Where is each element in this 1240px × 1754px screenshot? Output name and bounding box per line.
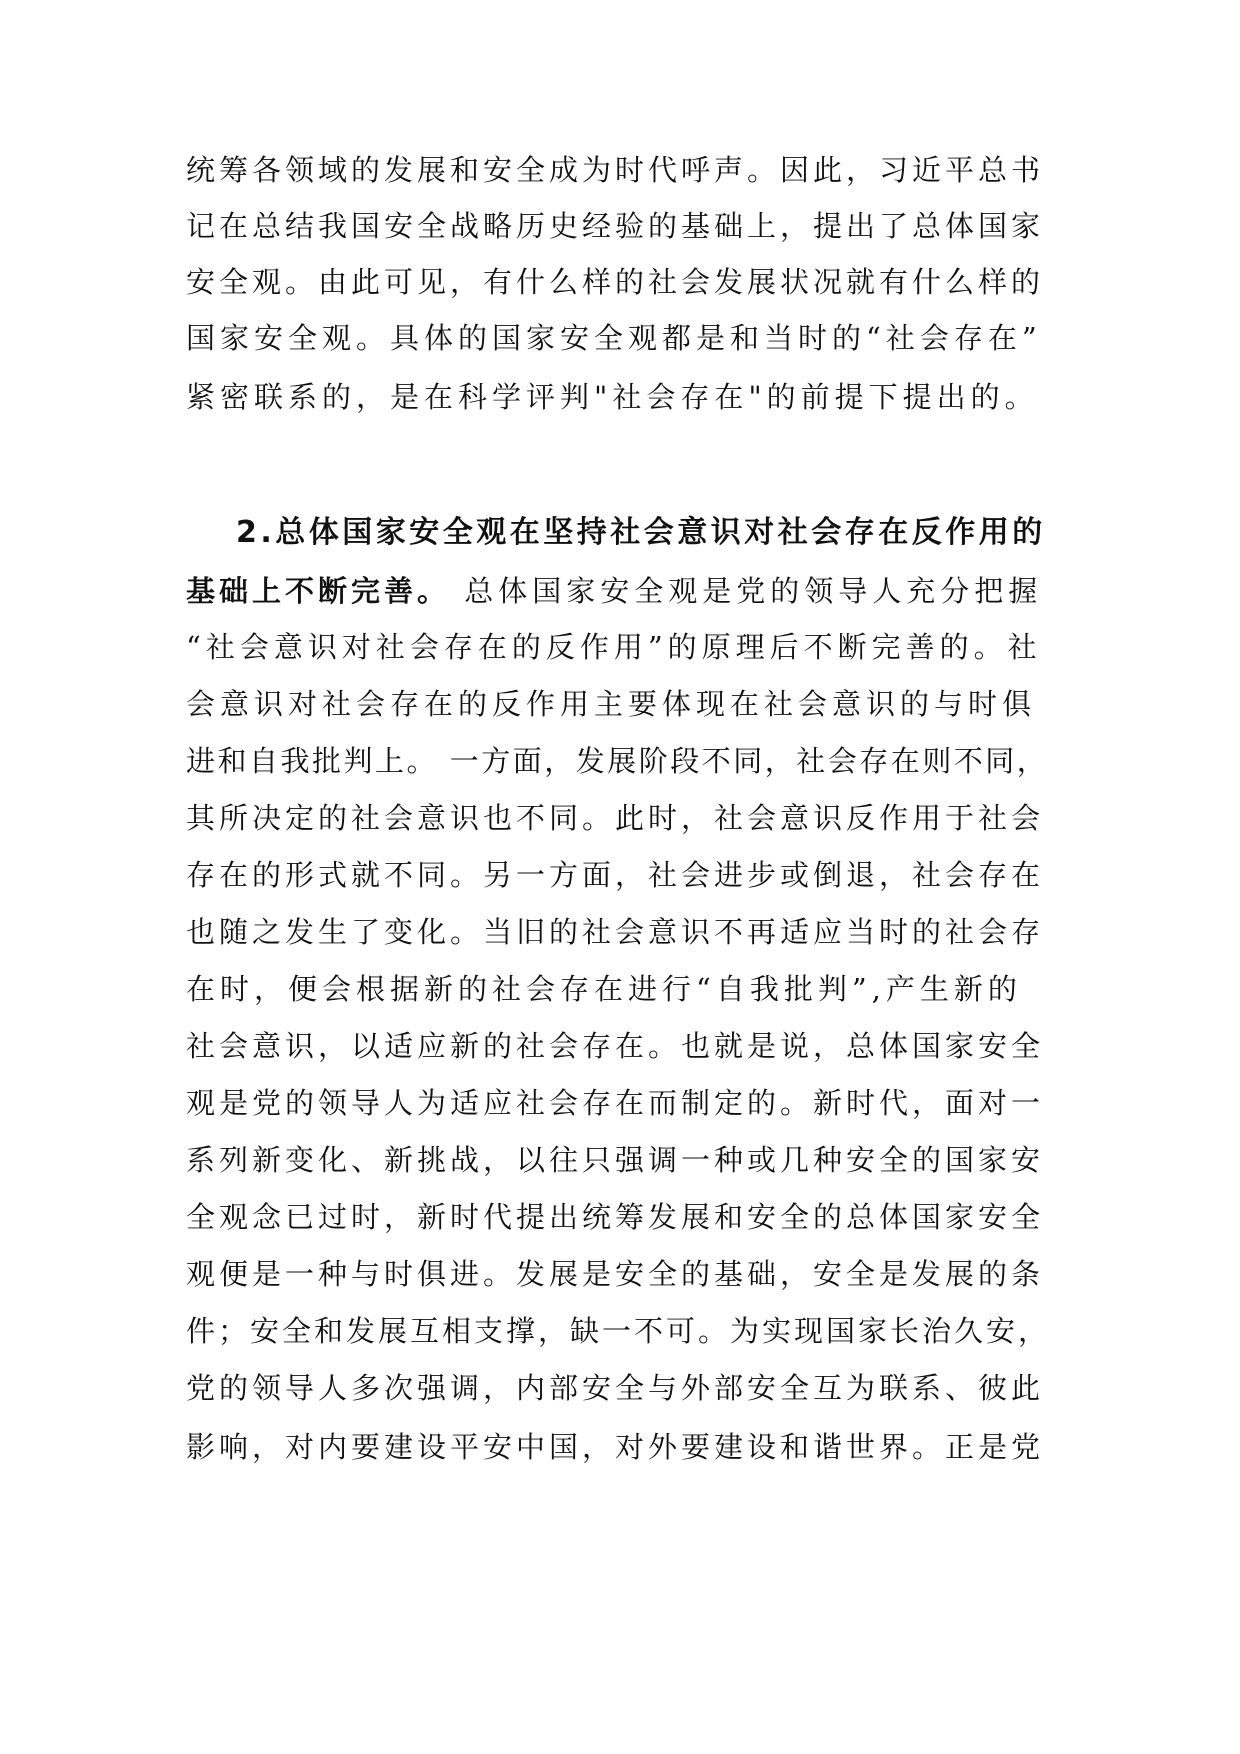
section2-line-3: “社会意识对社会存在的反作用”的原理后不断完善的。社 bbox=[186, 630, 1042, 664]
section2-line-15: 件；安全和发展互相支撑，缺一不可。为实现国家长治久安， bbox=[186, 1314, 1051, 1348]
paragraph1-line-3: 安全观。由此可见，有什么样的社会发展状况就有什么样的 bbox=[186, 265, 1045, 299]
paragraph1-line-1: 统筹各领域的发展和安全成为时代呼声。因此，习近平总书 bbox=[186, 153, 1045, 187]
section2-line-9: 在时，便会根据新的社会存在进行“自我批判”,产生新的 bbox=[186, 972, 1022, 1006]
section2-line-5: 进和自我批判上。 一方面，发展阶段不同，社会存在则不同， bbox=[186, 744, 1049, 778]
section2-line-2 bbox=[186, 571, 1042, 611]
section2-line-4: 会意识对社会存在的反作用主要体现在社会意识的与时俱 bbox=[186, 687, 1037, 721]
section2-line-13: 全观念已过时，新时代提出统筹发展和安全的总体国家安全 bbox=[186, 1200, 1045, 1234]
section2-heading-line1: 2.总体国家安全观在坚持社会意识对社会存在反作用的 bbox=[236, 515, 1046, 550]
section2-line-6: 其所决定的社会意识也不同。此时，社会意识反作用于社会 bbox=[186, 801, 1045, 835]
section2-line-11: 观是党的领导人为适应社会存在而制定的。新时代，面对一 bbox=[186, 1086, 1045, 1120]
section2-heading-line2: 基础上不断完善。 bbox=[186, 574, 451, 608]
paragraph1-line-5: 紧密联系的，是在科学评判"社会存在"的前提下提出的。 bbox=[186, 380, 1039, 414]
section2-line-8: 也随之发生了变化。当旧的社会意识不再适应当时的社会存 bbox=[186, 915, 1045, 949]
section2-line-16: 党的领导人多次强调，内部安全与外部安全互为联系、彼此 bbox=[186, 1371, 1045, 1405]
section2-line2-text: 总体国家安全观是党的领导人充分把握 bbox=[450, 574, 1043, 608]
section2-line-10: 社会意识，以适应新的社会存在。也就是说，总体国家安全 bbox=[186, 1029, 1045, 1063]
paragraph1-line-4: 国家安全观。具体的国家安全观都是和当时的“社会存在” bbox=[186, 321, 1042, 355]
section2-line-14: 观便是一种与时俱进。发展是安全的基础，安全是发展的条 bbox=[186, 1257, 1045, 1291]
section2-line-12: 系列新变化、新挑战，以往只强调一种或几种安全的国家安 bbox=[186, 1143, 1045, 1177]
section2-line-7: 存在的形式就不同。另一方面，社会进步或倒退，社会存在 bbox=[186, 858, 1045, 892]
section2-line-17: 影响，对内要建设平安中国，对外要建设和谐世界。正是党 bbox=[186, 1430, 1045, 1464]
paragraph1-line-2: 记在总结我国安全战略历史经验的基础上，提出了总体国家 bbox=[186, 209, 1045, 243]
